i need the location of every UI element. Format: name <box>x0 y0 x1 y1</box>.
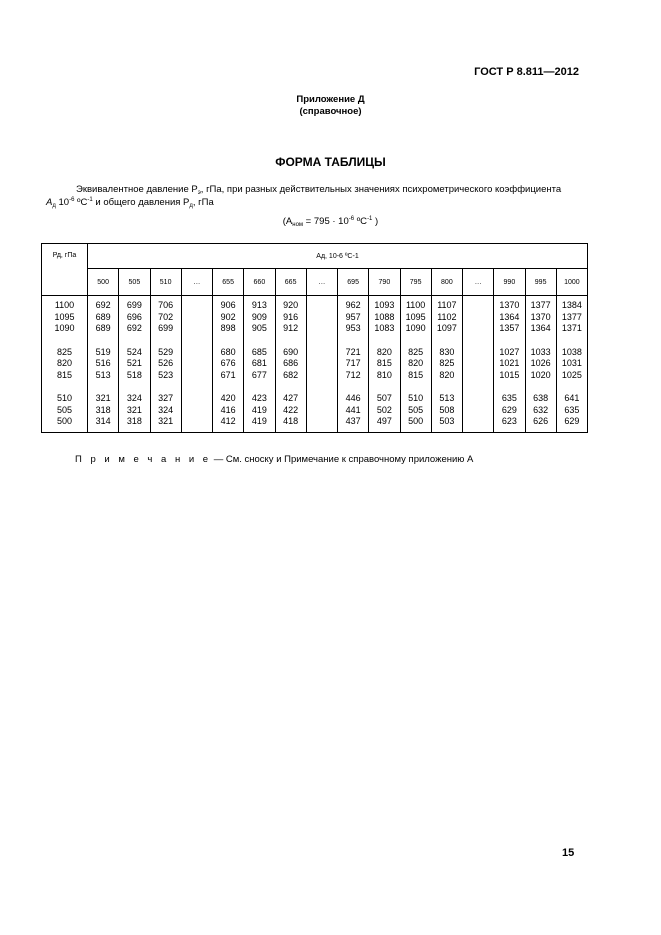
table-cell: 420 <box>220 393 236 403</box>
table-cell <box>182 393 212 405</box>
coefficient-group-header: Ад, 10-6 ºC-1 <box>88 244 588 269</box>
table-cell: 905 <box>251 323 267 333</box>
column-header: … <box>463 269 494 296</box>
table-cell: 518 <box>126 369 142 380</box>
table-cell: 690 <box>283 346 299 357</box>
value-column <box>213 296 244 433</box>
table-cell: 820 <box>408 358 424 368</box>
table-cell: 526 <box>158 358 174 368</box>
table-cell: 815 <box>408 369 424 380</box>
table-cell: 503 <box>439 416 455 426</box>
table-cell: 717 <box>345 358 361 368</box>
table-cell <box>307 416 337 428</box>
table-cell: 1025 <box>561 369 582 380</box>
table-cell: 820 <box>56 358 73 368</box>
table-cell: 623 <box>501 416 517 426</box>
value-column <box>150 296 181 433</box>
table-cell: 820 <box>376 346 392 357</box>
table-cell: 1377 <box>530 300 551 310</box>
table-cell: 677 <box>251 369 267 380</box>
table-cell: 412 <box>220 416 236 426</box>
table-cell: 810 <box>376 369 392 380</box>
table-cell: 629 <box>564 416 580 426</box>
table-cell: 635 <box>564 404 580 415</box>
table-cell: 1384 <box>561 300 582 310</box>
table-cell <box>307 300 337 312</box>
table-cell: 953 <box>345 323 361 333</box>
table-cell: 1038 <box>561 346 582 357</box>
table-cell <box>182 405 212 417</box>
value-column <box>556 296 587 433</box>
table-cell: 825 <box>56 346 73 357</box>
table-cell: 524 <box>126 346 142 357</box>
column-header: 995 <box>525 269 556 296</box>
table-cell: 437 <box>345 416 361 426</box>
column-header: 790 <box>369 269 400 296</box>
column-header: 800 <box>431 269 462 296</box>
table-cell: 521 <box>126 358 142 368</box>
table-cell: 321 <box>95 393 111 403</box>
table-cell: 913 <box>251 300 267 310</box>
table-cell: 523 <box>158 369 174 380</box>
table-cell: 1100 <box>54 300 75 310</box>
table-cell: 529 <box>158 346 174 357</box>
table-cell: 497 <box>376 416 392 426</box>
table-cell: 820 <box>439 369 455 380</box>
table-cell <box>182 358 212 370</box>
table-cell: 671 <box>220 369 236 380</box>
table-cell: 1100 <box>405 300 426 310</box>
table-cell: 712 <box>345 369 361 380</box>
table-cell <box>307 312 337 324</box>
table-cell: 916 <box>283 311 299 322</box>
table-cell: 692 <box>95 300 111 310</box>
nominal-coefficient-formula: ($A_{ном} = 795 \cdot 10^{-6}$ ºC$^{-1}$ ) <box>282 216 379 228</box>
column-header: 990 <box>494 269 525 296</box>
table-cell: 702 <box>158 311 174 322</box>
table-cell: 1083 <box>374 323 395 333</box>
table-cell: 815 <box>56 369 73 380</box>
column-header: 695 <box>338 269 369 296</box>
table-cell: 912 <box>283 323 299 333</box>
table-cell: 902 <box>220 311 236 322</box>
table-cell: 519 <box>95 346 111 357</box>
table-note <box>75 454 473 465</box>
value-column <box>463 296 494 433</box>
table-cell: 626 <box>533 416 549 426</box>
table-cell: 1095 <box>405 311 426 322</box>
table-cell: 1107 <box>437 300 457 310</box>
table-cell: 920 <box>283 300 299 310</box>
table-cell: 830 <box>439 346 455 357</box>
table-cell: 1088 <box>374 311 395 322</box>
column-header: 660 <box>244 269 275 296</box>
pressure-column-header: Рд, гПа <box>42 244 88 296</box>
pressure-column <box>42 296 88 433</box>
table-cell <box>182 300 212 312</box>
table-cell: 505 <box>56 404 73 415</box>
value-column <box>181 296 212 433</box>
table-cell: 327 <box>158 393 174 403</box>
table-cell: 422 <box>283 404 299 415</box>
table-cell: 418 <box>283 416 299 426</box>
table-cell <box>463 347 493 359</box>
value-column <box>338 296 369 433</box>
value-column <box>431 296 462 433</box>
table-cell: 1093 <box>374 300 395 310</box>
table-cell: 419 <box>251 416 267 426</box>
table-cell: 699 <box>126 300 142 310</box>
value-column <box>525 296 556 433</box>
table-cell <box>463 405 493 417</box>
table-cell: 419 <box>251 404 267 415</box>
table-cell: 1027 <box>499 346 520 357</box>
table-cell <box>463 323 493 335</box>
table-cell: 962 <box>345 300 361 310</box>
appendix-heading <box>0 94 661 118</box>
table-cell: 696 <box>126 311 142 322</box>
column-header: 665 <box>275 269 306 296</box>
column-header: … <box>306 269 337 296</box>
column-header: … <box>181 269 212 296</box>
form-title: ФОРМА ТАБЛИЦЫ <box>275 155 386 169</box>
table-cell: 632 <box>533 404 549 415</box>
table-cell <box>463 300 493 312</box>
table-cell <box>182 312 212 324</box>
table-cell: 318 <box>95 404 111 415</box>
table-cell: 898 <box>220 323 236 333</box>
table-cell: 638 <box>533 393 549 403</box>
table-cell: 1020 <box>530 369 551 380</box>
table-cell: 682 <box>283 369 299 380</box>
table-cell: 685 <box>251 346 267 357</box>
table-cell: 825 <box>408 346 424 357</box>
table-cell: 1031 <box>561 358 582 368</box>
table-cell: 681 <box>251 358 267 368</box>
table-cell <box>182 347 212 359</box>
table-cell <box>463 370 493 382</box>
table-cell <box>307 370 337 382</box>
table-cell <box>307 323 337 335</box>
table-cell <box>182 416 212 428</box>
table-cell: 1357 <box>499 323 520 333</box>
table-cell: 510 <box>408 393 424 403</box>
table-cell: 314 <box>95 416 111 426</box>
table-cell: 508 <box>439 404 455 415</box>
table-cell: 699 <box>158 323 174 333</box>
table-cell: 416 <box>220 404 236 415</box>
table-cell: 686 <box>283 358 299 368</box>
table-cell: 692 <box>126 323 142 333</box>
table-cell: 513 <box>95 369 111 380</box>
column-header: 505 <box>119 269 150 296</box>
table-cell <box>182 370 212 382</box>
table-cell: 321 <box>158 416 174 426</box>
value-column <box>88 296 119 433</box>
table-cell <box>307 405 337 417</box>
table-cell: 1364 <box>530 323 551 333</box>
column-header: 795 <box>400 269 431 296</box>
table-cell: 721 <box>345 346 361 357</box>
table-cell: 1015 <box>499 369 520 380</box>
table-cell: 1102 <box>437 311 457 322</box>
table-cell: 446 <box>345 393 361 403</box>
table-cell <box>307 358 337 370</box>
value-column <box>244 296 275 433</box>
table-cell: 1377 <box>561 311 582 322</box>
appendix-subtitle: (справочное) <box>299 106 362 117</box>
table-cell: 909 <box>251 311 267 322</box>
table-cell: 706 <box>158 300 174 310</box>
table-cell: 507 <box>376 393 392 403</box>
table-cell: 502 <box>376 404 392 415</box>
table-cell: 1095 <box>54 311 75 322</box>
table-cell <box>307 393 337 405</box>
table-cell: 510 <box>56 393 73 403</box>
table-cell: 629 <box>501 404 517 415</box>
pressure-table <box>41 243 588 433</box>
table-cell: 1033 <box>530 346 551 357</box>
table-cell: 505 <box>408 404 424 415</box>
table-cell: 324 <box>126 393 142 403</box>
table-cell: 815 <box>376 358 392 368</box>
table-cell: 1364 <box>499 311 520 322</box>
table-cell: 513 <box>439 393 455 403</box>
table-cell: 680 <box>220 346 236 357</box>
table-cell: 689 <box>95 323 111 333</box>
table-cell <box>463 358 493 370</box>
table-cell: 1090 <box>54 323 75 333</box>
table-cell <box>182 323 212 335</box>
table-cell: 427 <box>283 393 299 403</box>
table-cell: 500 <box>408 416 424 426</box>
table-cell: 825 <box>439 358 455 368</box>
table-cell: 1090 <box>405 323 426 333</box>
table-cell: 1371 <box>561 323 582 333</box>
table-cell <box>463 416 493 428</box>
value-column <box>400 296 431 433</box>
table-cell: 500 <box>56 416 73 426</box>
table-cell: 676 <box>220 358 236 368</box>
table-cell <box>463 393 493 405</box>
table-cell: 1026 <box>530 358 551 368</box>
value-column <box>369 296 400 433</box>
note-label: П р и м е ч а н и е <box>75 454 212 465</box>
value-column <box>306 296 337 433</box>
table-cell: 635 <box>501 393 517 403</box>
column-header: 500 <box>88 269 119 296</box>
table-cell: 324 <box>158 404 174 415</box>
column-header: 655 <box>213 269 244 296</box>
table-cell <box>307 347 337 359</box>
value-column <box>494 296 525 433</box>
table-cell: 1370 <box>499 300 520 310</box>
table-cell: 1370 <box>530 311 551 322</box>
column-header: 510 <box>150 269 181 296</box>
table-description: Эквивалентное давление $P_э$, гПа, при разных действительных значениях психрометрического коэффициента $A_д$ $10^{-6}$ ºC$^{-1}$ и общего давления $P_д$, гПа <box>46 184 562 209</box>
value-column <box>275 296 306 433</box>
table-cell: 689 <box>95 311 111 322</box>
page-number: 15 <box>562 847 575 859</box>
table-cell: 957 <box>345 311 361 322</box>
table-cell: 318 <box>126 416 142 426</box>
table-cell: 423 <box>251 393 267 403</box>
table-cell: 441 <box>345 404 361 415</box>
column-header: 1000 <box>556 269 587 296</box>
table-cell: 321 <box>126 404 142 415</box>
note-text: — См. сноску и Примечание к справочному приложению А <box>211 454 474 465</box>
value-column <box>119 296 150 433</box>
table-cell: 906 <box>220 300 236 310</box>
document-id: ГОСТ Р 8.811—2012 <box>474 66 579 78</box>
table-cell: 516 <box>95 358 111 368</box>
table-cell: 1097 <box>436 323 457 333</box>
table-cell <box>463 312 493 324</box>
table-cell: 641 <box>564 393 580 403</box>
appendix-title: Приложение Д <box>296 94 365 105</box>
table-cell: 1021 <box>499 358 520 368</box>
